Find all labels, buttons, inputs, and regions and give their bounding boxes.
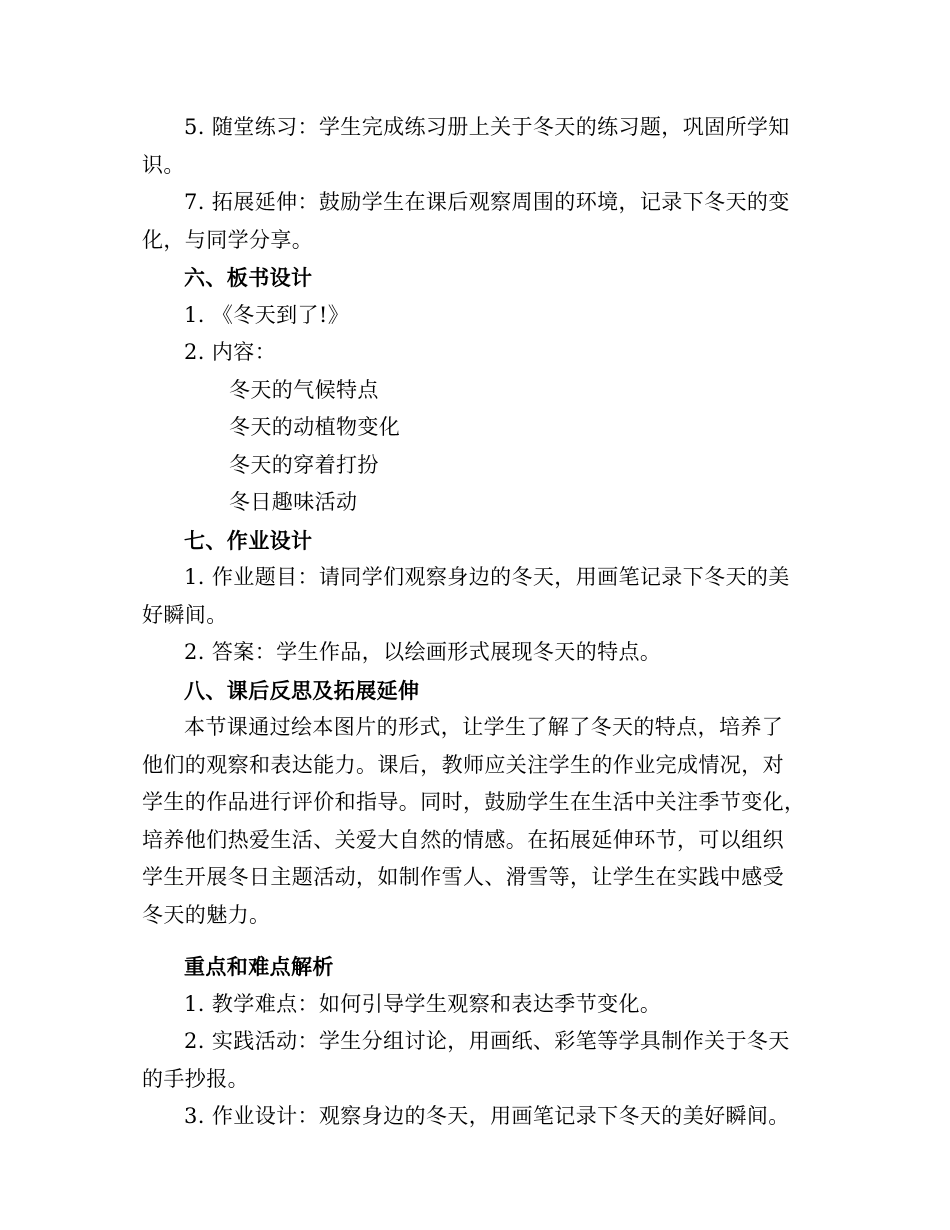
board-content-activities: 冬日趣味活动 xyxy=(229,490,358,514)
homework-item2: 2. 答案：学生作品，以绘画形式展现冬天的特点。 xyxy=(184,640,662,664)
analysis-item1: 1. 教学难点：如何引导学生观察和表达季节变化。 xyxy=(184,991,662,1016)
section5-line2: 识。 xyxy=(142,152,185,177)
homework-heading: 七、作业设计 xyxy=(184,527,313,553)
homework-item1-line2: 好瞬间。 xyxy=(142,602,228,627)
board-item-title: 1. 《冬天到了!》 xyxy=(184,302,350,327)
board-content-animals-plants: 冬天的动植物变化 xyxy=(229,415,401,439)
reflection-line-6: 冬天的魅力。 xyxy=(142,902,271,927)
homework-item1-line1: 1. 作业题目：请同学们观察身边的冬天，用画笔记录下冬天的美 xyxy=(184,565,790,589)
board-design-heading: 六、板书设计 xyxy=(184,265,313,290)
reflection-line-3: 学生的作品进行评价和指导。同时，鼓励学生在生活中关注季节变化， xyxy=(142,790,806,814)
reflection-heading: 八、课后反思及拓展延伸 xyxy=(184,677,420,703)
reflection-line-2: 他们的观察和表达能力。课后，教师应关注学生的作业完成情况，对 xyxy=(142,752,784,777)
section5-line1: 5. 随堂练习：学生完成练习册上关于冬天的练习题，巩固所学知 xyxy=(184,115,790,139)
analysis-heading: 重点和难点解析 xyxy=(184,954,334,979)
analysis-item2-line2: 的手抄报。 xyxy=(142,1066,249,1091)
section7-line2: 化，与同学分享。 xyxy=(142,227,314,252)
reflection-line-5: 学生开展冬日主题活动，如制作雪人、滑雪等，让学生在实践中感受 xyxy=(142,865,784,889)
section7-line1: 7. 拓展延伸：鼓励学生在课后观察周围的环境，记录下冬天的变 xyxy=(184,190,790,214)
reflection-line-4: 培养他们热爱生活、关爱大自然的情感。在拓展延伸环节，可以组织 xyxy=(142,827,784,852)
document-page xyxy=(142,109,808,1136)
reflection-line-1: 本节课通过绘本图片的形式，让学生了解了冬天的特点，培养了 xyxy=(184,715,784,739)
section-spacer xyxy=(142,934,808,948)
board-content-clothing: 冬天的穿着打扮 xyxy=(229,452,379,477)
analysis-item3: 3. 作业设计：观察身边的冬天，用画笔记录下冬天的美好瞬间。 xyxy=(184,1104,790,1128)
board-content-climate: 冬天的气候特点 xyxy=(229,377,379,402)
board-item-contents: 2. 内容： xyxy=(184,340,277,364)
analysis-item2-line1: 2. 实践活动：学生分组讨论，用画纸、彩笔等学具制作关于冬天 xyxy=(184,1029,790,1053)
